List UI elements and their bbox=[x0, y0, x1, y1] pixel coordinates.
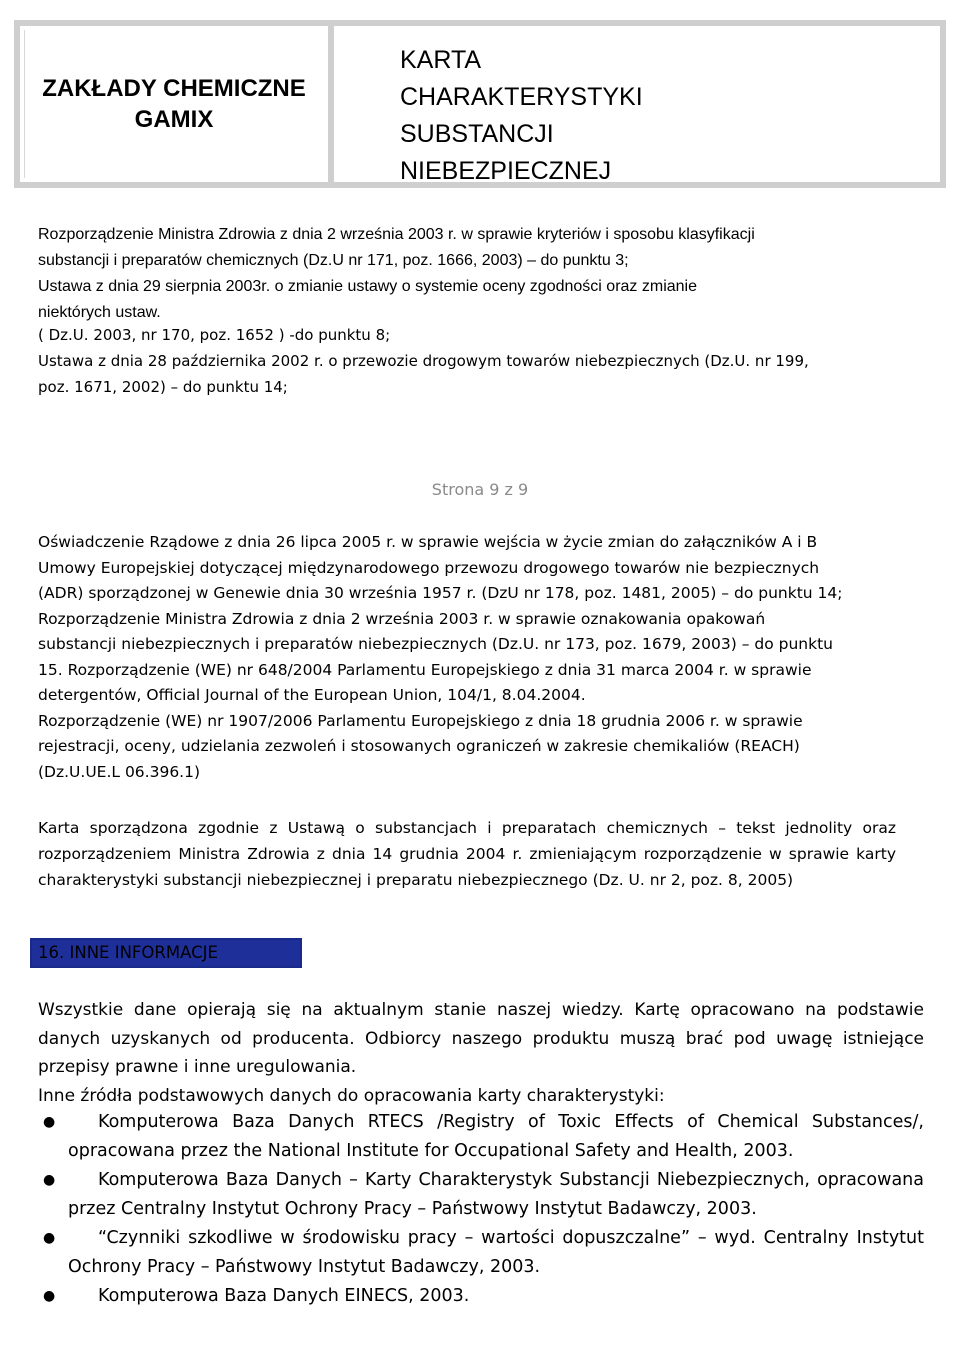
list-item bbox=[43, 1224, 924, 1281]
document-title bbox=[400, 42, 700, 190]
regulation-line: Oświadczenie Rządowe z dnia 26 lipca 2005 r. w sprawie wejścia w życie zmian do załączników A i B bbox=[38, 533, 818, 551]
title-line: SUBSTANCJI bbox=[400, 120, 554, 148]
regulation-line: rejestracji, oceny, udzielania zezwoleń i stosowanych ograniczeń w zakresie chemikaliów (REACH) bbox=[38, 737, 800, 755]
section-16-heading: 16. INNE INFORMACJE bbox=[38, 943, 218, 962]
source-text: Komputerowa Baza Danych EINECS, 2003. bbox=[98, 1286, 470, 1306]
title-line: CHARAKTERYSTYKI bbox=[400, 83, 643, 111]
regulation-line: ( Dz.U. 2003, nr 170, poz. 1652 ) -do punktu 8; bbox=[38, 326, 391, 344]
list-item bbox=[43, 1282, 924, 1311]
regulation-line: Umowy Europejskiej dotyczącej międzynarodowego przewozu drogowego towarów nie bezpiecznych bbox=[38, 558, 820, 577]
bullet-icon: ● bbox=[43, 1288, 56, 1304]
title-line: KARTA bbox=[400, 46, 482, 74]
sources-title: Inne źródła podstawowych danych do opracowania karty charakterystyki: bbox=[38, 1086, 665, 1106]
regulation-line: Ustawa z dnia 28 października 2002 r. o przewozie drogowym towarów niebezpiecznych (Dz.U. nr 199, bbox=[38, 352, 809, 370]
section-16-heading-box bbox=[30, 938, 302, 968]
karta-note: Karta sporządzona zgodnie z Ustawą o substancjach i preparatach chemicznych – tekst jednolity oraz rozporządzeniem Ministra Zdrowia z dnia 14 grudnia 2004 r. zmieniającym rozporządzenie w sprawie karty charakterystyki substancji niebezpiecznej i preparatu niebezpiecznego (Dz. U. nr 2, poz. 8, 2005) bbox=[38, 819, 896, 889]
section-16-paragraph: Wszystkie dane opierają się na aktualnym stanie naszej wiedzy. Kartę opracowano na podstawie danych uzyskanych od producenta. Odbiorcy naszego produktu muszą brać pod uwagę istniejące przepisy prawne i inne uregulowania. bbox=[38, 1000, 924, 1077]
regulation-line: detergentów, Official Journal of the European Union, 104/1, 8.04.2004. bbox=[38, 686, 586, 704]
source-text: Komputerowa Baza Danych – Karty Charakterystyk Substancji Niebezpiecznych, opracowana przez Centralny Instytut Ochrony Pracy – Państwowy Instytut Badawczy, 2003. bbox=[68, 1170, 924, 1219]
regulation-line: Rozporządzenie (WE) nr 1907/2006 Parlamentu Europejskiego z dnia 18 grudnia 2006 r. w sprawie bbox=[38, 711, 803, 730]
company-name: ZAKŁADY CHEMICZNE GAMIX bbox=[42, 75, 306, 133]
sources-list bbox=[43, 1108, 924, 1311]
regulation-line: (ADR) sporządzonej w Genewie dnia 30 września 1957 r. (DzU nr 178, poz. 1481, 2005) – do punktu 14; bbox=[38, 584, 843, 602]
bullet-icon: ● bbox=[43, 1172, 56, 1188]
bullet-icon: ● bbox=[43, 1114, 56, 1130]
regulation-line: poz. 1671, 2002) – do punktu 14; bbox=[38, 378, 288, 396]
page-number: Strona 9 z 9 bbox=[431, 480, 529, 499]
bullet-icon: ● bbox=[43, 1230, 56, 1246]
header-divider bbox=[328, 26, 334, 182]
regulation-line: substancji i preparatów chemicznych (Dz.U nr 171, poz. 1666, 2003) – do punktu 3; bbox=[38, 252, 629, 269]
regulation-line: Rozporządzenie Ministra Zdrowia z dnia 2 września 2003 r. w sprawie kryteriów i sposobu klasyfikacji bbox=[38, 226, 755, 243]
regulations-mid bbox=[38, 322, 928, 400]
regulation-line: substancji niebezpiecznych i preparatów niebezpiecznych (Dz.U. nr 173, poz. 1679, 2003) – do punktu bbox=[38, 635, 833, 653]
regulation-line: 15. Rozporządzenie (WE) nr 648/2004 Parlamentu Europejskiego z dnia 31 marca 2004 r. w sprawie bbox=[38, 660, 812, 679]
title-line: NIEBEZPIECZNEJ bbox=[400, 157, 612, 185]
list-item bbox=[43, 1166, 924, 1223]
document-header bbox=[14, 20, 946, 188]
source-text: Komputerowa Baza Danych RTECS /Registry of Toxic Effects of Chemical Substances/, opracowana przez the National Institute for Occupational Safety and Health, 2003. bbox=[68, 1112, 924, 1161]
list-item bbox=[43, 1108, 924, 1165]
regulations-bottom bbox=[38, 530, 928, 785]
source-text: “Czynniki szkodliwe w środowisku pracy – wartości dopuszczalne” – wyd. Centralny Instytut Ochrony Pracy – Państwowy Instytut Badawczy, 2003. bbox=[68, 1228, 924, 1277]
regulation-line: Rozporządzenie Ministra Zdrowia z dnia 2 września 2003 r. w sprawie oznakowania opakowań bbox=[38, 609, 766, 628]
regulation-line: niektórych ustaw. bbox=[38, 304, 161, 321]
regulation-line: (Dz.U.UE.L 06.396.1) bbox=[38, 762, 201, 781]
regulations-top bbox=[38, 222, 928, 326]
regulation-line: Ustawa z dnia 29 sierpnia 2003r. o zmianie ustawy o systemie oceny zgodności oraz zmianie bbox=[38, 278, 697, 295]
